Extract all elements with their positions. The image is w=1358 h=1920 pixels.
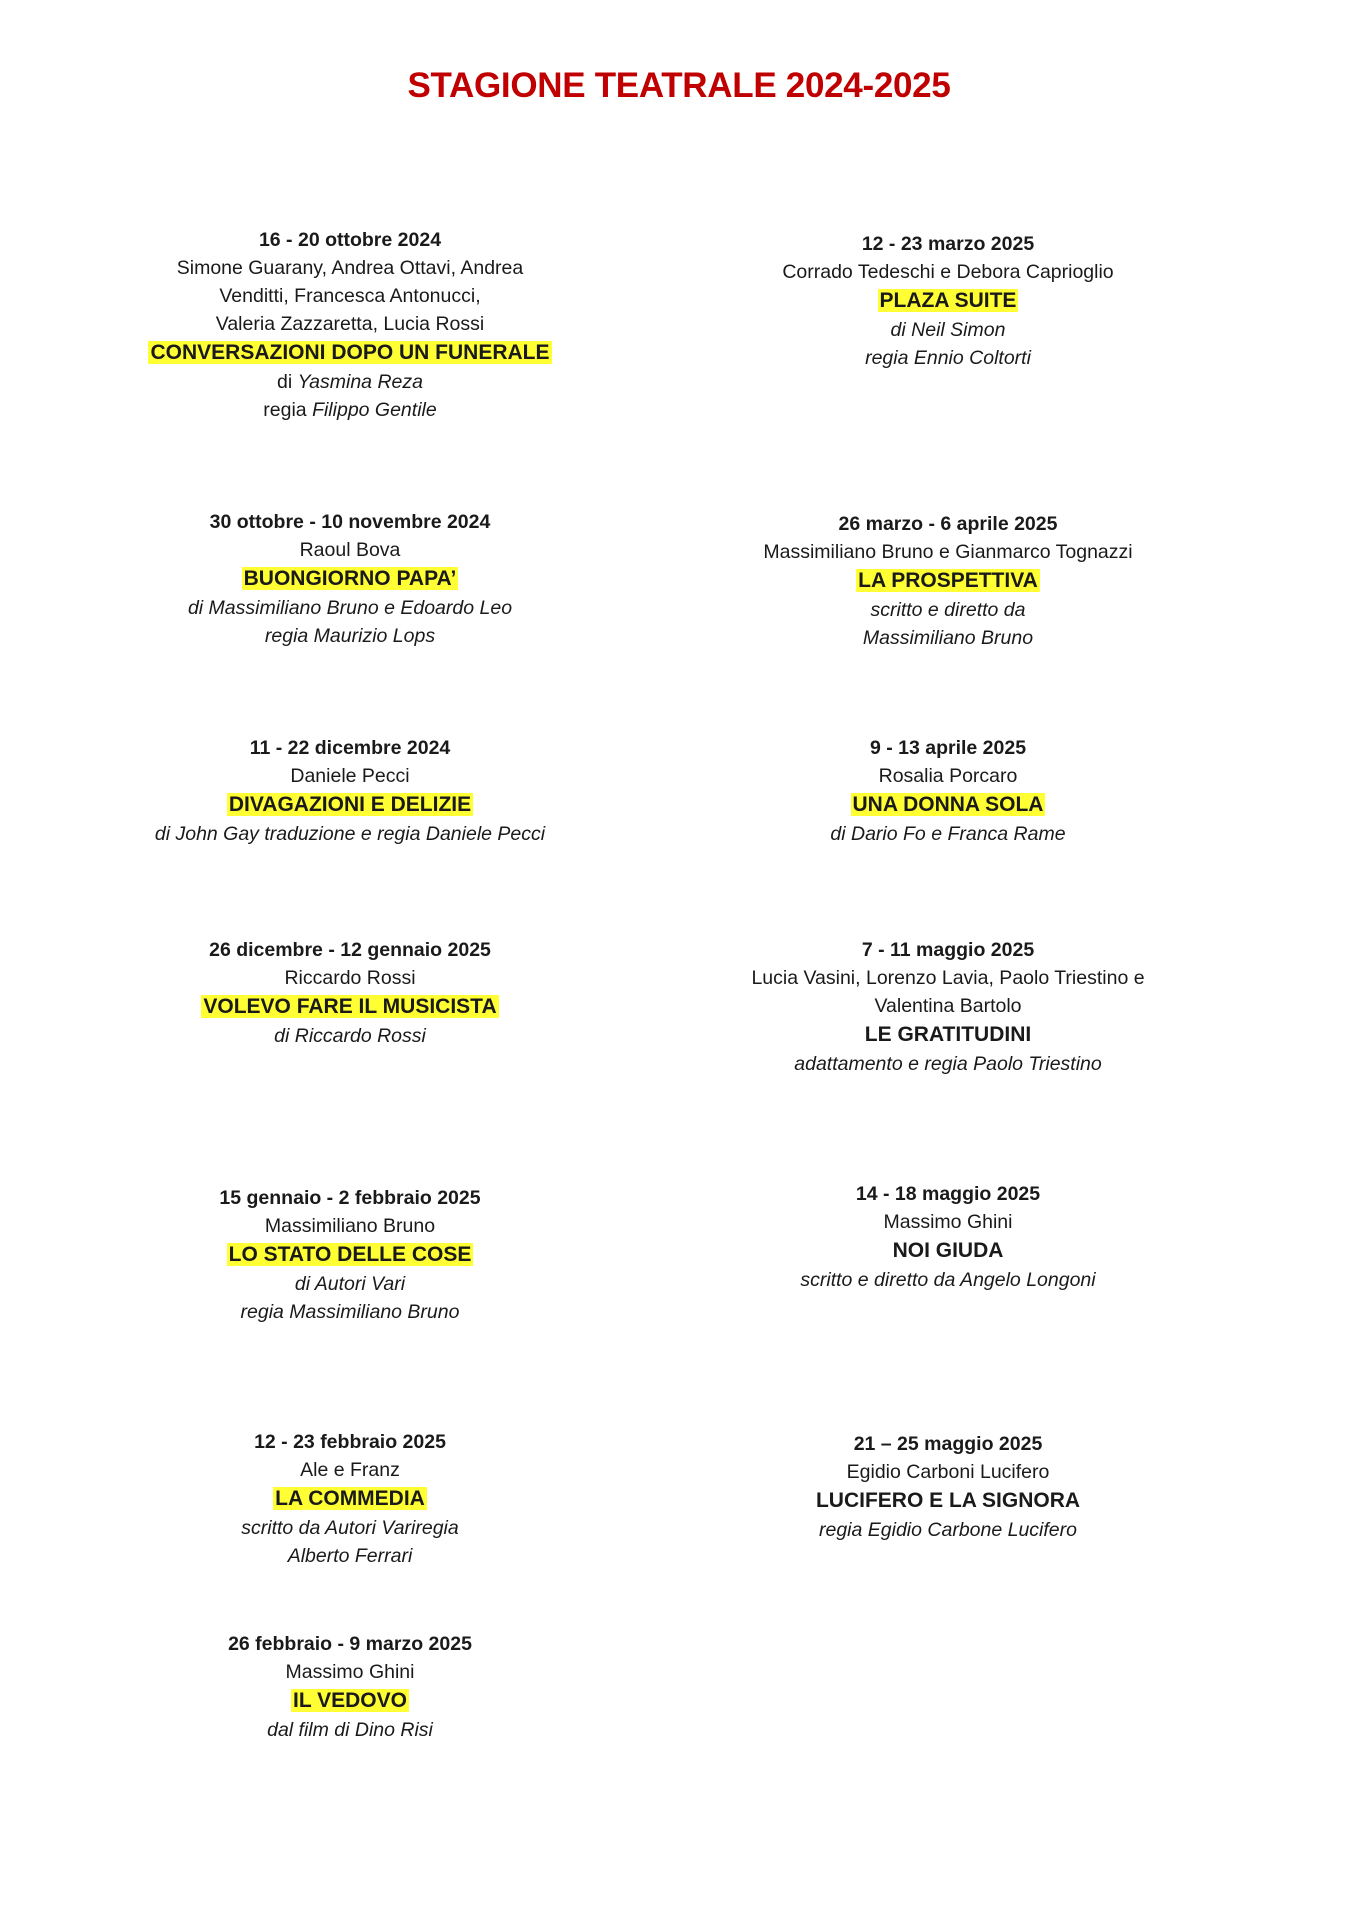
show-cast: Valentina Bartolo: [874, 995, 1022, 1017]
show-credit: Massimiliano Bruno: [862, 627, 1034, 649]
show-cast: Daniele Pecci: [290, 765, 410, 787]
show-entry: [90, 1428, 610, 1570]
show-cast: Simone Guarany, Andrea Ottavi, Andrea: [176, 257, 524, 279]
show-credit: regia Massimiliano Bruno: [240, 1301, 460, 1323]
show-credit: di Dario Fo e Franca Rame: [830, 823, 1066, 845]
show-entry: [688, 1180, 1208, 1294]
page-title: STAGIONE TEATRALE 2024-2025: [407, 66, 951, 105]
show-credit: di John Gay traduzione e regia Daniele Pecci: [154, 823, 546, 845]
show-cast: Riccardo Rossi: [284, 967, 416, 989]
show-cast: Egidio Carboni Lucifero: [846, 1461, 1050, 1483]
show-title: LE GRATITUDINI: [864, 1023, 1032, 1046]
show-cast: Corrado Tedeschi e Debora Caprioglio: [782, 261, 1114, 283]
show-entry: [688, 1430, 1208, 1544]
show-credit: dal film di Dino Risi: [267, 1719, 433, 1741]
show-entry: [90, 226, 610, 424]
show-credit: di Autori Vari: [294, 1273, 406, 1295]
show-cast: Massimiliano Bruno e Gianmarco Tognazzi: [763, 541, 1133, 563]
show-dates: 14 - 18 maggio 2025: [855, 1183, 1041, 1205]
show-entry: [90, 1630, 610, 1744]
show-entry: [688, 230, 1208, 372]
show-title: LUCIFERO E LA SIGNORA: [815, 1489, 1081, 1512]
show-director: regia Filippo Gentile: [263, 399, 437, 421]
show-entry: [90, 936, 610, 1050]
show-title: IL VEDOVO: [293, 1689, 407, 1712]
show-credit: scritto e diretto da: [870, 599, 1026, 621]
show-credit: regia Ennio Coltorti: [865, 347, 1031, 369]
show-dates: 16 - 20 ottobre 2024: [258, 229, 442, 251]
show-credit: regia Maurizio Lops: [264, 625, 436, 647]
show-dates: 26 febbraio - 9 marzo 2025: [228, 1633, 472, 1655]
show-credit: Alberto Ferrari: [287, 1545, 413, 1567]
show-dates: 26 marzo - 6 aprile 2025: [838, 513, 1058, 535]
show-credit: di Massimiliano Bruno e Edoardo Leo: [187, 597, 513, 619]
show-cast: Massimiliano Bruno: [264, 1215, 436, 1237]
show-dates: 21 – 25 maggio 2025: [853, 1433, 1043, 1455]
show-cast: Lucia Vasini, Lorenzo Lavia, Paolo Triestino e: [751, 967, 1145, 989]
show-title: NOI GIUDA: [892, 1239, 1004, 1262]
show-cast: Massimo Ghini: [883, 1211, 1013, 1233]
show-dates: 26 dicembre - 12 gennaio 2025: [209, 939, 491, 961]
show-dates: 30 ottobre - 10 novembre 2024: [209, 511, 491, 533]
show-cast: Venditti, Francesca Antonucci,: [219, 285, 481, 307]
show-entry: [688, 510, 1208, 652]
show-title: BUONGIORNO PAPA’: [243, 567, 457, 590]
show-dates: 9 - 13 aprile 2025: [869, 737, 1027, 759]
show-credit: di Neil Simon: [890, 319, 1006, 341]
show-entry: [688, 734, 1208, 848]
show-title: DIVAGAZIONI E DELIZIE: [228, 793, 472, 816]
show-author: di Yasmina Reza: [277, 371, 423, 393]
show-title: VOLEVO FARE IL MUSICISTA: [203, 995, 497, 1018]
show-cast: Valeria Zazzaretta, Lucia Rossi: [215, 313, 485, 335]
show-title: LA PROSPETTIVA: [858, 569, 1038, 592]
show-dates: 15 gennaio - 2 febbraio 2025: [219, 1187, 481, 1209]
show-dates: 7 - 11 maggio 2025: [861, 939, 1035, 961]
show-title: CONVERSAZIONI DOPO UN FUNERALE: [150, 341, 550, 364]
show-title: UNA DONNA SOLA: [852, 793, 1044, 816]
show-dates: 12 - 23 febbraio 2025: [254, 1431, 446, 1453]
show-credit: scritto e diretto da Angelo Longoni: [800, 1269, 1096, 1291]
show-cast: Ale e Franz: [300, 1459, 400, 1481]
show-entry: [90, 508, 610, 650]
show-cast: Rosalia Porcaro: [878, 765, 1018, 787]
show-title: LO STATO DELLE COSE: [228, 1243, 472, 1266]
show-dates: 12 - 23 marzo 2025: [861, 233, 1035, 255]
show-credit: di Riccardo Rossi: [274, 1025, 426, 1047]
show-title: LA COMMEDIA: [275, 1487, 425, 1510]
show-title: PLAZA SUITE: [879, 289, 1017, 312]
show-credit: scritto da Autori Variregia: [241, 1517, 459, 1539]
show-credit: adattamento e regia Paolo Triestino: [794, 1053, 1102, 1075]
show-cast: Massimo Ghini: [285, 1661, 415, 1683]
show-entry: [90, 1184, 610, 1326]
show-dates: 11 - 22 dicembre 2024: [249, 737, 451, 759]
show-cast: Raoul Bova: [299, 539, 401, 561]
show-credit: regia Egidio Carbone Lucifero: [819, 1519, 1077, 1541]
show-entry: [90, 734, 610, 848]
show-entry: [688, 936, 1208, 1078]
